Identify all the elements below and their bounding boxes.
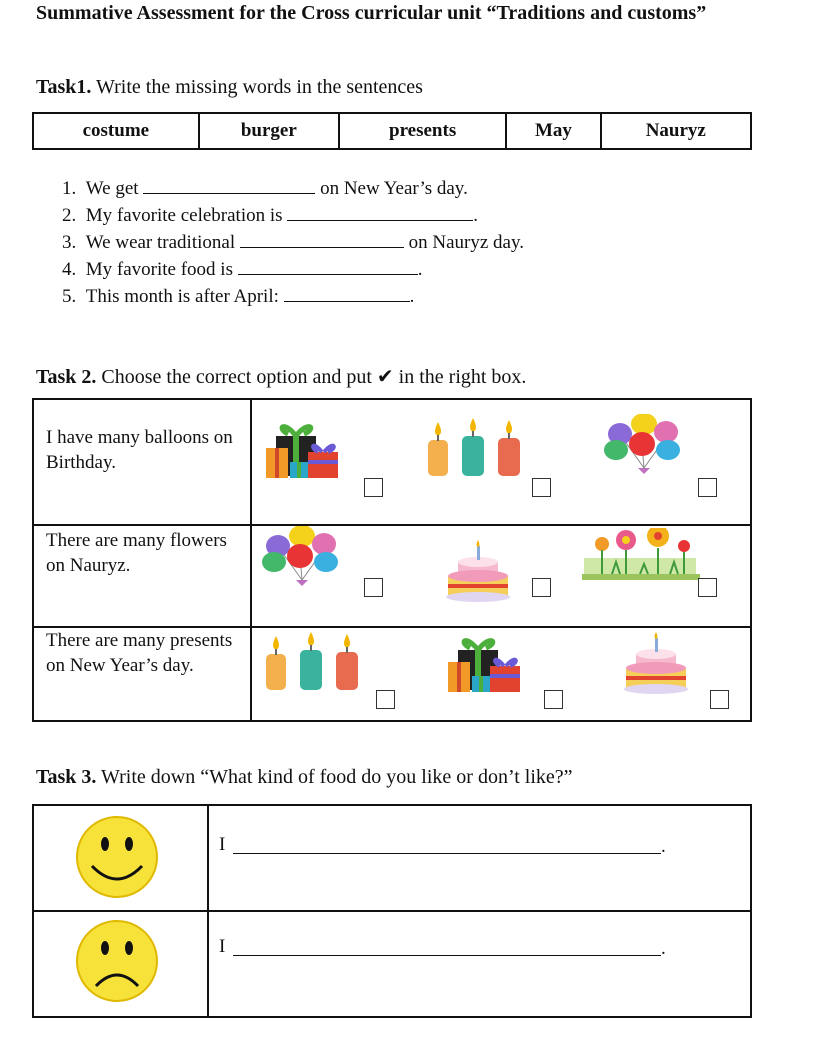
word-bank-item: Nauryz [601, 113, 751, 149]
sentence-1: 1. We get on New Year’s day. [62, 178, 468, 199]
sad-face-icon [74, 918, 160, 1004]
option-checkbox[interactable] [532, 478, 551, 497]
answer-blank[interactable] [240, 230, 404, 248]
happy-face-icon [74, 814, 160, 900]
task1-instruction: Write the missing words in the sentences [91, 76, 423, 98]
option-checkbox[interactable] [532, 578, 551, 597]
sentence-5: 5. This month is after April: . [62, 286, 415, 307]
task3-answer-cell: I . [208, 911, 751, 1017]
task2-question: I have many balloons on Birthday. [33, 399, 251, 525]
word-bank-item: costume [33, 113, 199, 149]
task2-options-row [251, 399, 751, 525]
presents-icon [266, 418, 350, 484]
task2-options-row [251, 525, 751, 627]
task3-heading [36, 766, 573, 789]
task2-label: Task 2. [36, 366, 97, 388]
task3-answer-cell: I . [208, 805, 751, 911]
task1-label: Task1. [36, 76, 92, 98]
sentence-3: 3. We wear traditional on Nauryz day. [62, 232, 524, 253]
answer-blank[interactable] [143, 176, 315, 194]
word-bank [32, 112, 752, 150]
task2-table [32, 398, 752, 722]
word-bank-item: presents [339, 113, 506, 149]
candles-icon [428, 418, 522, 480]
answer-blank[interactable] [287, 203, 473, 221]
presents-icon [448, 632, 532, 698]
task1-heading [36, 76, 423, 99]
option-checkbox[interactable] [364, 578, 383, 597]
word-bank-item: May [506, 113, 600, 149]
task3-icon-cell [33, 805, 208, 911]
answer-blank[interactable] [238, 257, 418, 275]
option-checkbox[interactable] [376, 690, 395, 709]
candles-icon [266, 632, 360, 694]
task3-icon-cell [33, 911, 208, 1017]
option-checkbox[interactable] [698, 478, 717, 497]
task3-instruction: Write down “What kind of food do you like or don’t like?” [96, 766, 573, 788]
word-bank-item: burger [199, 113, 339, 149]
task2-question: There are many presents on New Year’s day. [33, 627, 251, 721]
answer-blank[interactable] [284, 284, 410, 302]
option-checkbox[interactable] [364, 478, 383, 497]
answer-line[interactable] [233, 853, 661, 854]
cake-icon [620, 632, 694, 696]
option-checkbox[interactable] [544, 690, 563, 709]
flowers-icon [582, 528, 702, 582]
answer-line[interactable] [233, 955, 661, 956]
option-checkbox[interactable] [698, 578, 717, 597]
page-title: Summative Assessment for the Cross curricular unit “Traditions and customs” [36, 2, 707, 24]
task2-options-row [251, 627, 751, 721]
cake-icon [442, 540, 516, 604]
task2-instruction: Choose the correct option and put ✔ in the right box. [96, 366, 527, 388]
sentence-4: 4. My favorite food is . [62, 259, 423, 280]
task2-question: There are many flowers on Nauryz. [33, 525, 251, 627]
task2-heading [36, 364, 526, 389]
balloons-icon [262, 526, 342, 590]
option-checkbox[interactable] [710, 690, 729, 709]
task3-label: Task 3. [36, 766, 97, 788]
task3-table [32, 804, 752, 1018]
sentence-2: 2. My favorite celebration is . [62, 205, 479, 226]
balloons-icon [604, 414, 684, 478]
